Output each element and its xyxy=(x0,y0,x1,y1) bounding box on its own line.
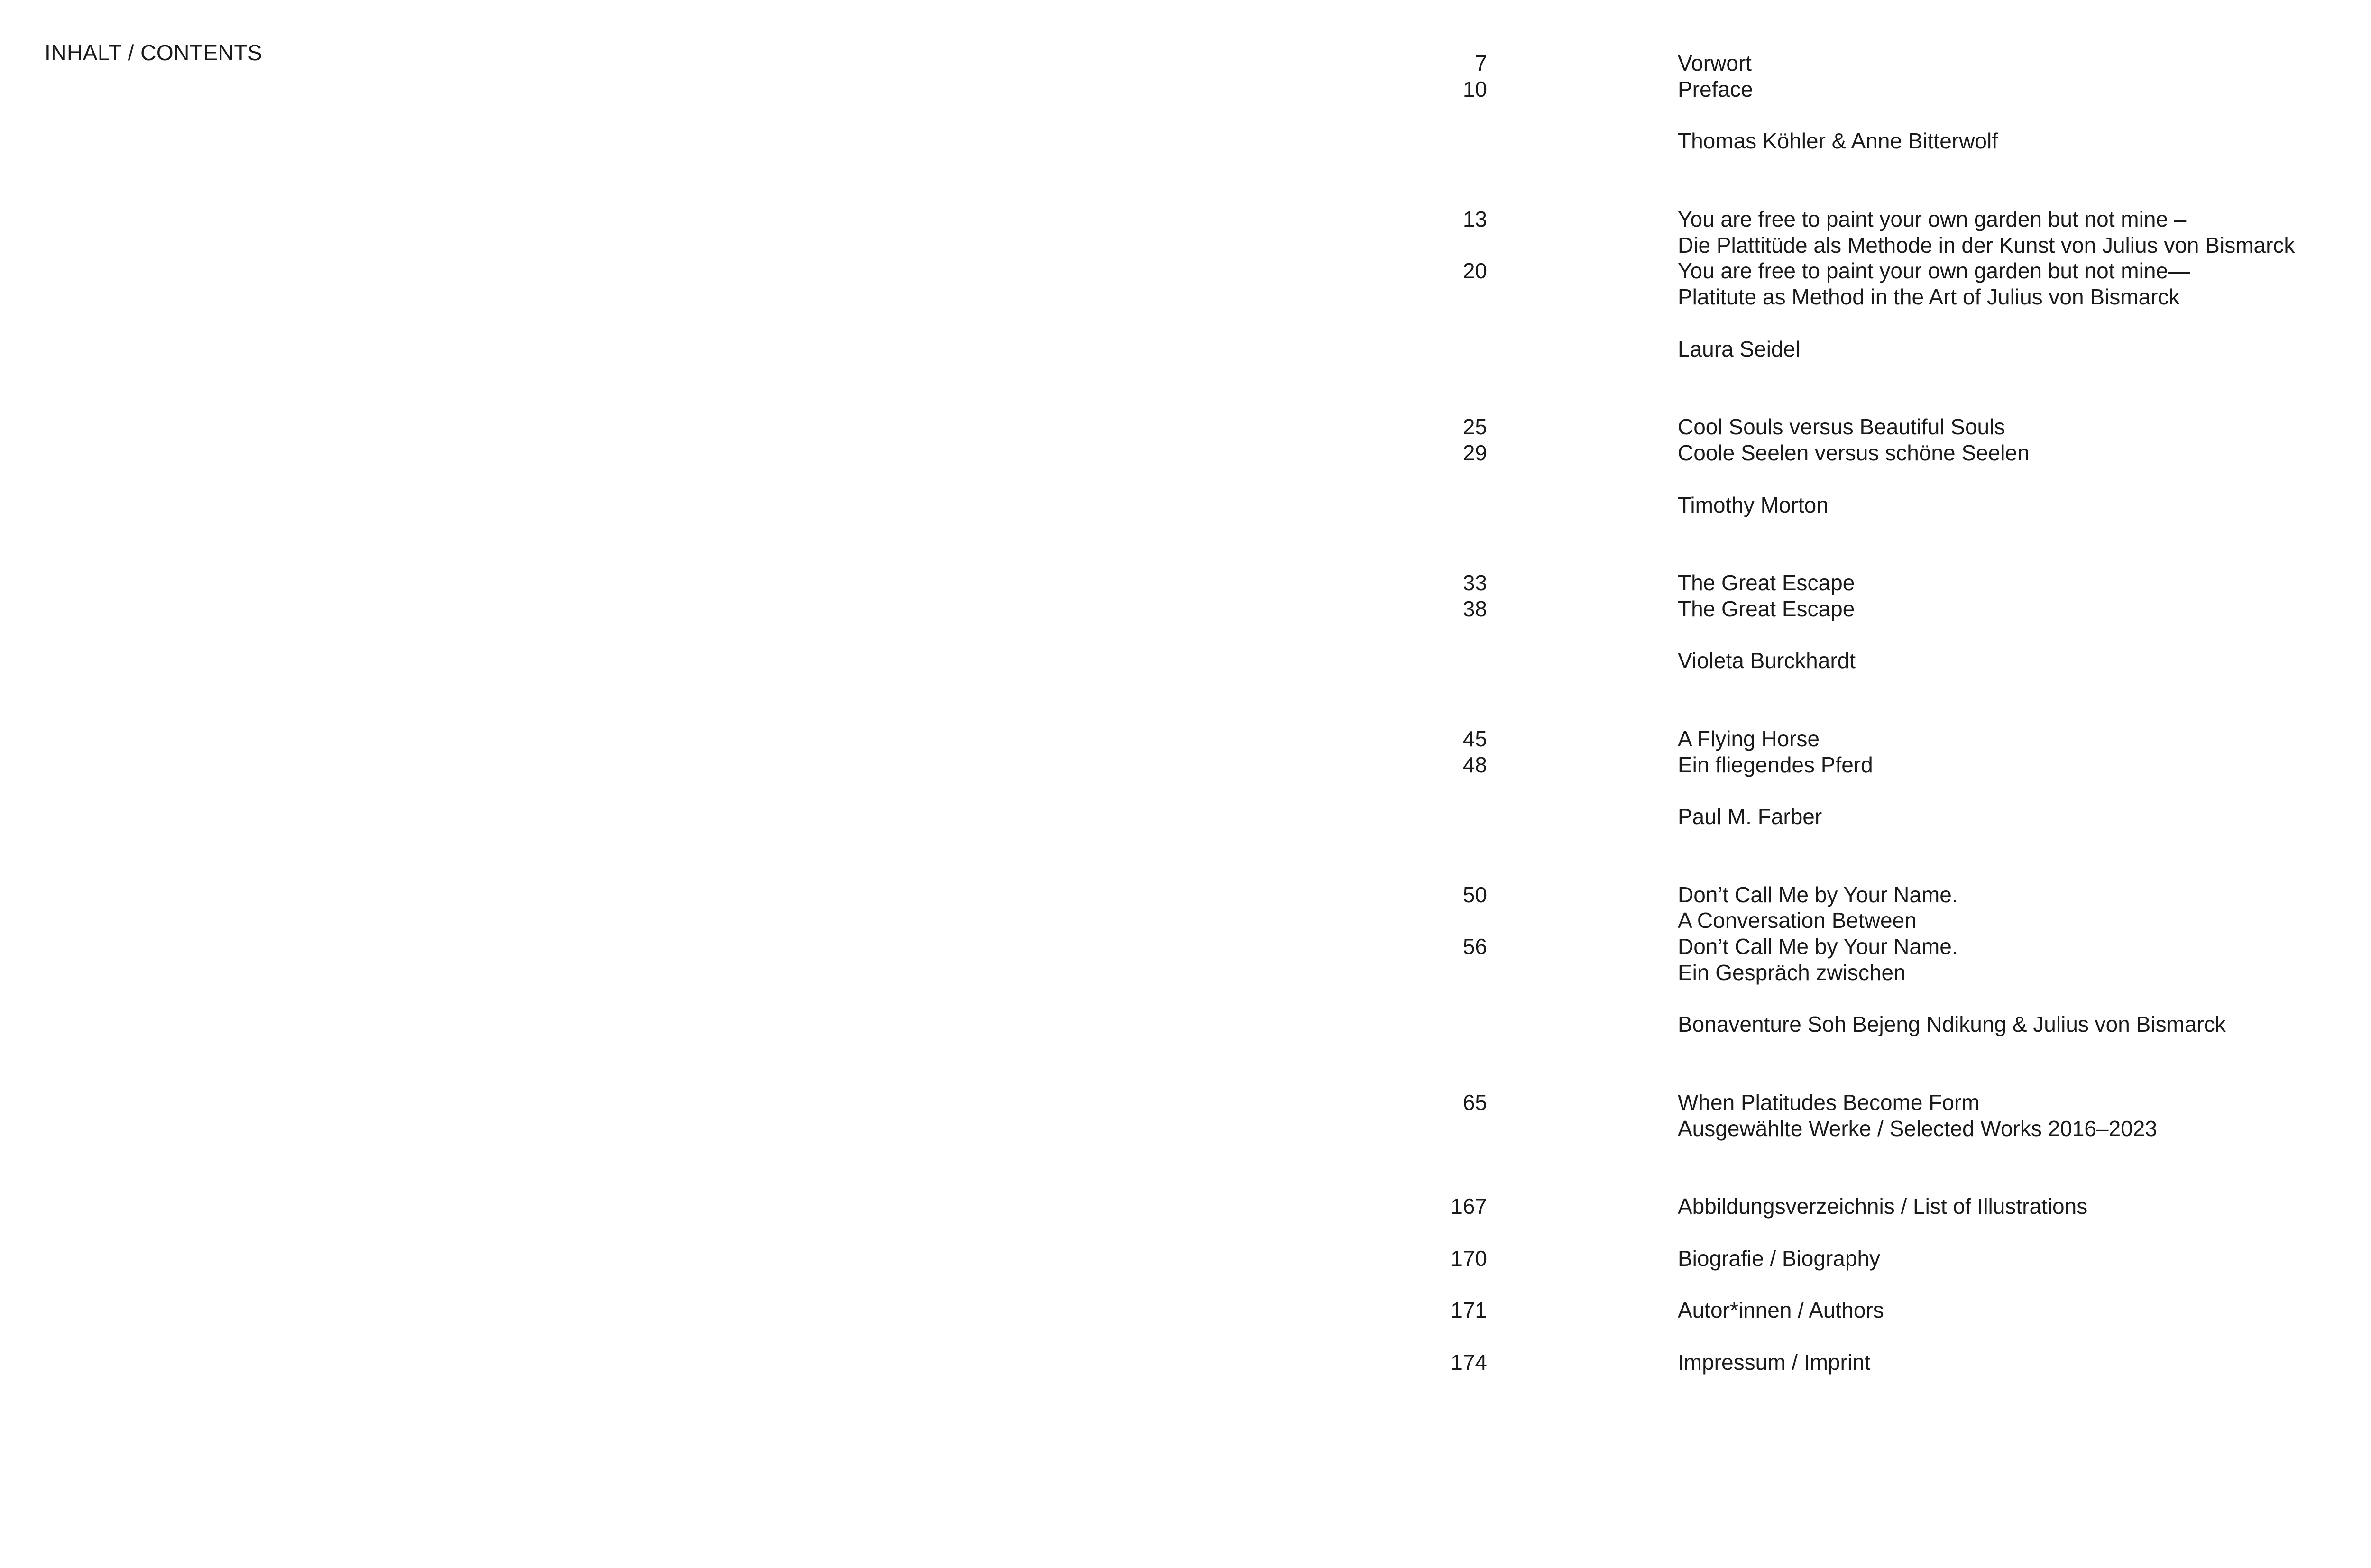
page-number: 65 xyxy=(1462,1090,1487,1115)
spacer xyxy=(0,1323,2371,1349)
page-number: 45 xyxy=(1462,726,1487,751)
page-number: 25 xyxy=(1462,414,1487,440)
toc-line xyxy=(0,284,2371,310)
entry-title: Cool Souls versus Beautiful Souls xyxy=(1678,414,2005,440)
page-number: 171 xyxy=(1451,1298,1487,1323)
author-name: Paul M. Farber xyxy=(1678,804,1822,829)
entry-title: The Great Escape xyxy=(1678,570,1855,595)
page-number: 7 xyxy=(1475,51,1487,75)
toc-line xyxy=(0,570,2371,596)
author-name: Timothy Morton xyxy=(1678,492,1829,517)
entry-title: The Great Escape xyxy=(1678,596,1855,621)
spacer xyxy=(0,674,2371,726)
toc-section xyxy=(0,414,2371,518)
entry-title: Don’t Call Me by Your Name. xyxy=(1678,882,1958,907)
toc-section xyxy=(0,726,2371,830)
entry-title: Biografie / Biography xyxy=(1678,1246,1881,1271)
toc-line xyxy=(0,908,2371,934)
entry-title: Autor*innen / Authors xyxy=(1678,1298,1884,1323)
page-number: 50 xyxy=(1462,882,1487,907)
toc-section xyxy=(0,882,2371,1038)
author-line xyxy=(0,492,2371,518)
table-of-contents xyxy=(0,50,2371,1375)
spacer xyxy=(0,310,2371,336)
page-number: 10 xyxy=(1462,76,1487,101)
page-number: 56 xyxy=(1462,934,1487,959)
page-number: 48 xyxy=(1462,752,1487,777)
entry-title: Ein Gespräch zwischen xyxy=(1678,960,1906,985)
spacer xyxy=(0,1037,2371,1090)
appendix-line xyxy=(0,1246,2371,1272)
page-number: 167 xyxy=(1451,1194,1487,1219)
page-number: 174 xyxy=(1451,1349,1487,1375)
author-line xyxy=(0,1011,2371,1037)
toc-section xyxy=(0,1090,2371,1142)
entry-title: Preface xyxy=(1678,76,1753,101)
spacer xyxy=(0,1271,2371,1297)
toc-line xyxy=(0,76,2371,102)
spacer xyxy=(0,154,2371,206)
spacer xyxy=(0,622,2371,648)
spacer xyxy=(0,518,2371,570)
author-name: Bonaventure Soh Bejeng Ndikung & Julius von Bismarck xyxy=(1678,1012,2226,1037)
entry-title: Impressum / Imprint xyxy=(1678,1349,1871,1375)
toc-line xyxy=(0,232,2371,258)
toc-line xyxy=(0,726,2371,752)
entry-title: When Platitudes Become Form xyxy=(1678,1090,1980,1115)
entry-title: Abbildungsverzeichnis / List of Illustrations xyxy=(1678,1194,2088,1219)
toc-line xyxy=(0,934,2371,960)
toc-line xyxy=(0,1116,2371,1142)
toc-line xyxy=(0,258,2371,284)
page-number: 29 xyxy=(1462,440,1487,465)
entry-title: Ausgewählte Werke / Selected Works 2016–2023 xyxy=(1678,1116,2157,1141)
spacer xyxy=(0,1141,2371,1193)
author-line xyxy=(0,336,2371,362)
page-number: 20 xyxy=(1462,258,1487,284)
author-name: Thomas Köhler & Anne Bitterwolf xyxy=(1678,128,1998,154)
toc-section xyxy=(0,206,2371,362)
page-title: INHALT / CONTENTS xyxy=(45,40,263,65)
page-number: 170 xyxy=(1451,1246,1487,1271)
author-name: Violeta Burckhardt xyxy=(1678,648,1856,673)
toc-section xyxy=(0,570,2371,674)
spacer xyxy=(0,362,2371,414)
toc-line xyxy=(0,596,2371,622)
entry-title: A Flying Horse xyxy=(1678,726,1820,751)
entry-title: A Conversation Between xyxy=(1678,908,1917,933)
author-line xyxy=(0,128,2371,154)
appendix-line xyxy=(0,1297,2371,1323)
toc-section xyxy=(0,50,2371,154)
author-line xyxy=(0,648,2371,674)
toc-line xyxy=(0,414,2371,440)
page-number: 13 xyxy=(1462,206,1487,231)
entry-title: Platitute as Method in the Art of Julius von Bismarck xyxy=(1678,284,2180,310)
spacer xyxy=(0,466,2371,492)
entry-title: Coole Seelen versus schöne Seelen xyxy=(1678,440,2030,465)
entry-title: You are free to paint your own garden but not mine— xyxy=(1678,258,2190,284)
page-number: 33 xyxy=(1462,570,1487,595)
spacer xyxy=(0,778,2371,804)
spacer xyxy=(0,102,2371,128)
entry-title: Ein fliegendes Pferd xyxy=(1678,752,1873,777)
toc-line xyxy=(0,882,2371,908)
toc-line xyxy=(0,206,2371,232)
appendix-line xyxy=(0,1349,2371,1375)
entry-title: You are free to paint your own garden but not mine – xyxy=(1678,206,2187,231)
spacer xyxy=(0,986,2371,1012)
spacer xyxy=(0,1220,2371,1246)
page-number: 38 xyxy=(1462,596,1487,621)
entry-title: Vorwort xyxy=(1678,51,1752,75)
spacer xyxy=(0,830,2371,882)
toc-line xyxy=(0,752,2371,778)
entry-title: Don’t Call Me by Your Name. xyxy=(1678,934,1958,959)
author-line xyxy=(0,804,2371,830)
toc-line xyxy=(0,1090,2371,1116)
toc-line xyxy=(0,50,2371,76)
author-name: Laura Seidel xyxy=(1678,336,1801,361)
appendix-line xyxy=(0,1193,2371,1220)
toc-line xyxy=(0,440,2371,466)
toc-line xyxy=(0,960,2371,986)
entry-title: Die Plattitüde als Methode in der Kunst von Julius von Bismarck xyxy=(1678,232,2295,257)
